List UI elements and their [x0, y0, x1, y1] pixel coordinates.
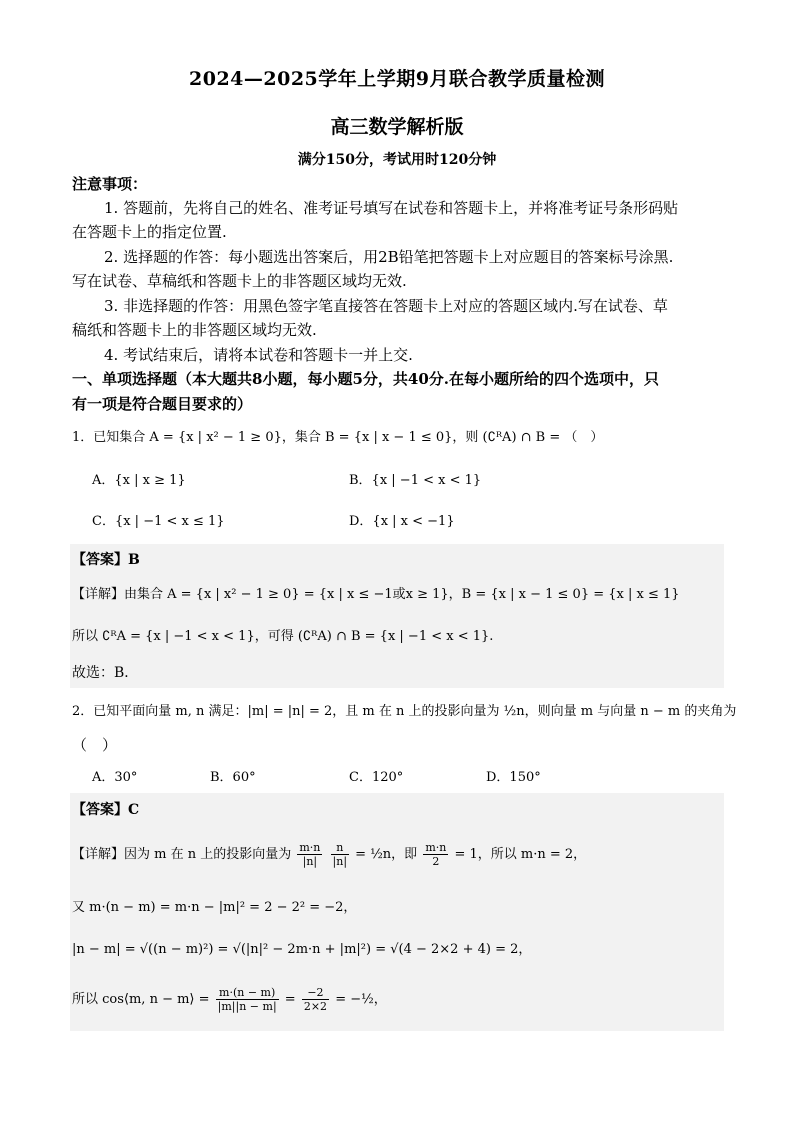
q2-option-b: B．60° [210, 770, 256, 785]
q2-detail-4-suffix: = −½， [335, 992, 387, 1007]
notice-item-2: 2. 选择题的作答：每小题选出答案后，用2B铅笔把答题卡上对应题目的答案标号涂黑. [104, 248, 674, 266]
q2-option-d: D．150° [486, 770, 541, 785]
q1-conclusion: 故选：B． [72, 665, 139, 681]
q1-detail-2: 所以 ∁ᴿA = {x | −1 < x < 1}，可得 (∁ᴿA) ∩ B = {x | −1 < x < 1}. [72, 629, 494, 644]
page-subtitle: 高三数学解析版 [330, 116, 464, 138]
section-heading-cont: 有一项是符合题目要求的） [72, 395, 253, 413]
q2-stem: 2．已知平面向量 m, n 满足：|m| = |n| = 2，且 m 在 n 上的投影向量为 ½n，则向量 m 与向量 n − m 的夹角为 [72, 704, 737, 719]
notice-heading: 注意事项： [72, 175, 148, 193]
q1-stem: 1．已知集合 A = {x | x² − 1 ≥ 0}，集合 B = {x | x − 1 ≤ 0}，则 (∁ᴿA) ∩ B = （ ） [72, 430, 604, 445]
q2-detail-1-mid: = ½n，即 [355, 847, 418, 862]
notice-item-3: 3. 非选择题的作答：用黑色签字笔直接答在答题卡上对应的答题区域内.写在试卷、草 [104, 297, 668, 315]
notice-item-2-cont: 写在试卷、草稿纸和答题卡上的非答题区域均无效. [72, 272, 407, 290]
section-heading: 一、单项选择题（本大题共8小题，每小题5分，共40分.在每小题所给的四个选项中，只 [72, 370, 659, 388]
notice-item-1-cont: 在答题卡上的指定位置. [72, 223, 227, 241]
q2-option-a: A．30° [92, 770, 138, 785]
notice-item-4: 4. 考试结束后，请将本试卷和答题卡一并上交. [104, 346, 413, 364]
q1-detail-1: 【详解】由集合 A = {x | x² − 1 ≥ 0} = {x | x ≤ −1或x ≥ 1}，B = {x | x − 1 ≤ 0} = {x | x ≤ 1} [72, 587, 680, 602]
q2-fraction-projection: $\frac{m\cdot n}{|n|}$ [299, 841, 321, 868]
q1-option-c: C．{x | −1 < x ≤ 1} [92, 514, 225, 529]
q2-detail-4-prefix: 所以 cos⟨m, n − m⟩ = [72, 992, 210, 1007]
q2-detail-3: |n − m| = √((n − m)²) = √(|n|² − 2m·n + |m|²) = √(4 − 2×2 + 4) = 2， [72, 942, 532, 957]
q1-option-b: B．{x | −1 < x < 1} [349, 473, 482, 488]
notice-item-3-cont: 稿纸和答题卡上的非答题区域均无效. [72, 321, 317, 339]
q2-detail-2: 又 m·(n − m) = m·n − |m|² = 2 − 2² = −2， [72, 900, 357, 915]
exam-info: 满分150分，考试用时120分钟 [297, 152, 497, 168]
q2-paren: （ ） [72, 736, 118, 754]
q2-fraction-cos: $\frac{m\cdot(n - m)}{|m||n - m|}$ [217, 986, 277, 1013]
q2-detail-1-prefix: 【详解】因为 m 在 n 上的投影向量为 [72, 847, 292, 862]
q2-detail-1-suffix: = 1，所以 m·n = 2， [454, 847, 587, 862]
q1-option-d: D．{x | x < −1} [349, 514, 455, 529]
notice-item-1: 1. 答题前，先将自己的姓名、准考证号填写在试卷和答题卡上，并将准考证号条形码贴 [104, 199, 679, 217]
q2-detail-1 [72, 838, 732, 872]
q2-detail-4: 所以 cos⟨m, n − m⟩ = $\frac{m\cdot(n - m)}{|m||n - m|}$ = $\frac{-2}{2\times 2}$ = −½， [72, 986, 387, 1013]
q1-option-a: A．{x | x ≥ 1} [92, 473, 186, 488]
q2-option-c: C．120° [349, 770, 404, 785]
q2-fraction-value: $\frac{-2}{2\times 2}$ [303, 986, 328, 1013]
q2-answer: 【答案】C [72, 802, 140, 818]
page-title: 2024—2025学年上学期9月联合教学质量检测 [189, 68, 605, 90]
q1-answer: 【答案】B [72, 552, 140, 568]
q2-fraction-unit-vector: $\frac{n}{|n|}$ [332, 841, 348, 868]
q2-fraction-dot-over-2: $\frac{m\cdot n}{2}$ [425, 841, 447, 868]
